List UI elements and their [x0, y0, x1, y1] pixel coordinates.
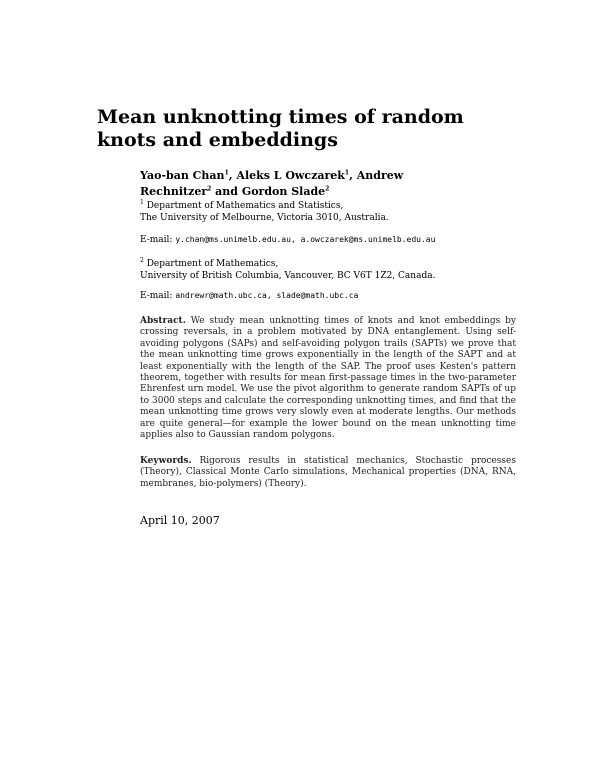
- author-name: Yao-ban Chan: [140, 169, 225, 182]
- affiliation-2-email: [140, 290, 480, 302]
- affiliation-1-email: [140, 234, 480, 246]
- affil-mark: 1: [140, 199, 144, 206]
- abstract: [140, 316, 516, 441]
- affil-department: Department of Mathematics and Statistics,: [146, 201, 344, 211]
- keywords-label: Keywords.: [140, 456, 192, 466]
- email-label: E-mail:: [140, 235, 173, 245]
- affiliation-2: [140, 258, 470, 282]
- author-name: Andrew Rechnitzer: [140, 169, 404, 198]
- email-addresses[interactable]: y.chan@ms.unimelb.edu.au, a.owczarek@ms.unimelb.edu.au: [175, 235, 436, 244]
- affil-department: Department of Mathematics,: [146, 259, 279, 269]
- abstract-label: Abstract.: [140, 316, 186, 326]
- abstract-text: We study mean unknotting times of knots and knot embeddings by crossing reversals, in a problem motivated by DNA entanglement. Using self-avoiding polygons (SAPs) and self-avoiding polygon trails (SAPTs) we prove that the mean unknotting time grows exponentially in the length of the SAPT and at least exponentially with the length of the SAP. The proof uses Kesten's pattern theorem, together with results for mean first-passage times in the two-parameter Ehrenfest urn model. We use the pivot algorithm to generate random SAPTs of up to 3000 steps and calculate the corresponding unknotting times, and find that the mean unknotting time grows very slowly even at moderate lengths. Our methods are quite general—for example the lower bound on the mean unknotting time applies also to Gaussian random polygons.: [140, 316, 516, 441]
- author-affil-mark: 1: [224, 169, 229, 177]
- affiliation-1: [140, 200, 470, 224]
- author-affil-mark: 2: [207, 185, 212, 193]
- keywords: [140, 456, 516, 490]
- paper-title: Mean unknotting times of random knots and embeddings: [97, 106, 464, 151]
- paper-date: April 10, 2007: [140, 514, 220, 527]
- author-separator: ,: [228, 169, 237, 182]
- email-label: E-mail:: [140, 291, 173, 301]
- author-affil-mark: 1: [344, 169, 350, 177]
- affil-institution: University of British Columbia, Vancouver, BC V6T 1Z2, Canada.: [140, 271, 436, 281]
- author-list: [140, 168, 440, 200]
- author-separator: and: [211, 185, 242, 198]
- author-name: Gordon Slade: [241, 185, 326, 198]
- author-separator: ,: [349, 169, 357, 182]
- author-name: Aleks L Owczarek: [236, 169, 345, 182]
- affil-mark: 2: [140, 257, 144, 264]
- keywords-text: Rigorous results in statistical mechanics, Stochastic processes (Theory), Classical Monte Carlo simulations, Mechanical properties (DNA, RNA, membranes, bio-polymers) (Theory).: [140, 456, 516, 489]
- affil-institution: The University of Melbourne, Victoria 3010, Australia.: [140, 213, 389, 223]
- author-affil-mark: 2: [325, 185, 330, 193]
- email-addresses[interactable]: andrewr@math.ubc.ca, slade@math.ubc.ca: [175, 291, 359, 300]
